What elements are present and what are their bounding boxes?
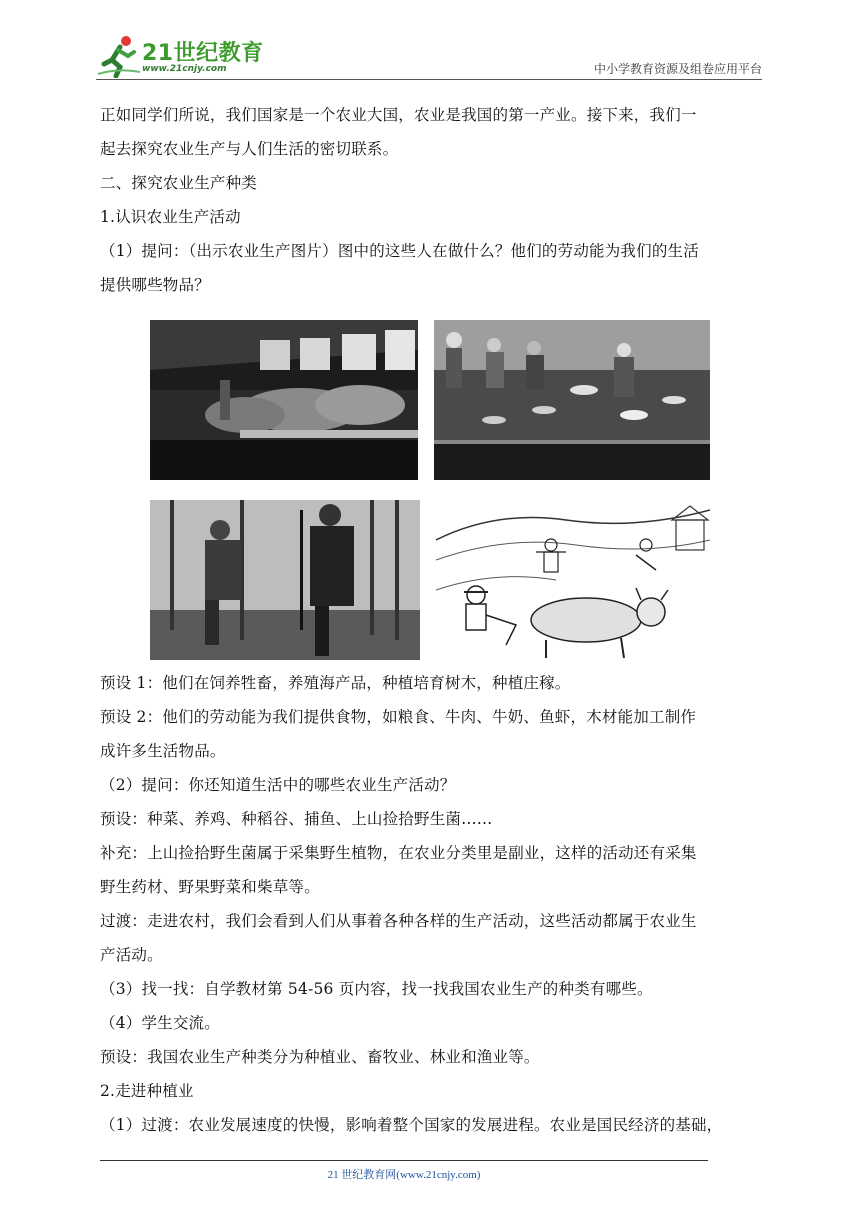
logo-title: 21世纪教育 bbox=[142, 41, 264, 66]
question-2: （2）提问：你还知道生活中的哪些农业生产活动？ bbox=[100, 776, 456, 794]
logo-url: www.21cnjy.com bbox=[142, 64, 227, 74]
preset-3: 预设：种菜、养鸡、种稻谷、捕鱼、上山捡拾野生菌…… bbox=[100, 810, 493, 828]
supplement-line-1: 补充：上山捡拾野生菌属于采集野生植物，在农业分类里是副业，这样的活动还有采集 bbox=[100, 844, 697, 862]
question-1-line-2: 提供哪些物品？ bbox=[100, 276, 210, 294]
supplement-line-2: 野生药材、野果野菜和柴草等。 bbox=[100, 878, 320, 896]
site-logo[interactable] bbox=[96, 34, 266, 80]
preset-2-line-2: 成许多生活物品。 bbox=[100, 742, 226, 760]
footer-link[interactable]: 21 世纪教育网(www.21cnjy.com) bbox=[327, 1169, 481, 1181]
fishing-photo bbox=[434, 320, 710, 480]
page-header bbox=[96, 28, 762, 80]
preset-2-line-1: 预设 2：他们的劳动能为我们提供食物，如粮食、牛肉、牛奶、鱼虾，木材能加工制作 bbox=[100, 708, 697, 726]
question-3: （3）找一找：自学教材第 54-56 页内容，找一找我国农业生产的种类有哪些。 bbox=[100, 980, 653, 998]
preset-1: 预设 1：他们在饲养牲畜，养殖海产品，种植培育树木，种植庄稼。 bbox=[100, 674, 571, 692]
question-5-line-1: （1）过渡：农业发展速度的快慢，影响着整个国家的发展进程。农业是国民经济的基础， bbox=[100, 1116, 723, 1134]
agriculture-photo-grid bbox=[100, 308, 762, 666]
transition-line-1: 过渡：走进农村，我们会看到人们从事着各种各样的生产活动，这些活动都属于农业生 bbox=[100, 912, 697, 930]
intro-line-2: 起去探究农业生产与人们生活的密切联系。 bbox=[100, 140, 399, 158]
preset-4: 预设：我国农业生产种类分为种植业、畜牧业、林业和渔业等。 bbox=[100, 1048, 540, 1066]
subsection-1-title: 1.认识农业生产活动 bbox=[100, 208, 241, 226]
transition-line-2: 产活动。 bbox=[100, 946, 163, 964]
intro-line-1: 正如同学们所说，我们国家是一个农业大国，农业是我国的第一产业。接下来，我们一 bbox=[100, 106, 697, 124]
header-divider bbox=[96, 79, 762, 80]
tree-planting-photo bbox=[150, 500, 420, 660]
subsection-2-title: 2.走进种植业 bbox=[100, 1082, 194, 1100]
cattle-barn-photo bbox=[150, 320, 418, 480]
document-body bbox=[100, 98, 762, 1142]
platform-name: 中小学教育资源及组卷应用平台 bbox=[593, 62, 762, 76]
footer-divider bbox=[100, 1160, 708, 1161]
runner-logo-icon bbox=[96, 34, 142, 78]
question-1-line-1: （1）提问：（出示农业生产图片）图中的这些人在做什么？他们的劳动能为我们的生活 bbox=[100, 242, 699, 260]
farming-illustration bbox=[436, 500, 710, 660]
section-title: 二、探究农业生产种类 bbox=[100, 174, 258, 192]
question-4: （4）学生交流。 bbox=[100, 1014, 220, 1032]
